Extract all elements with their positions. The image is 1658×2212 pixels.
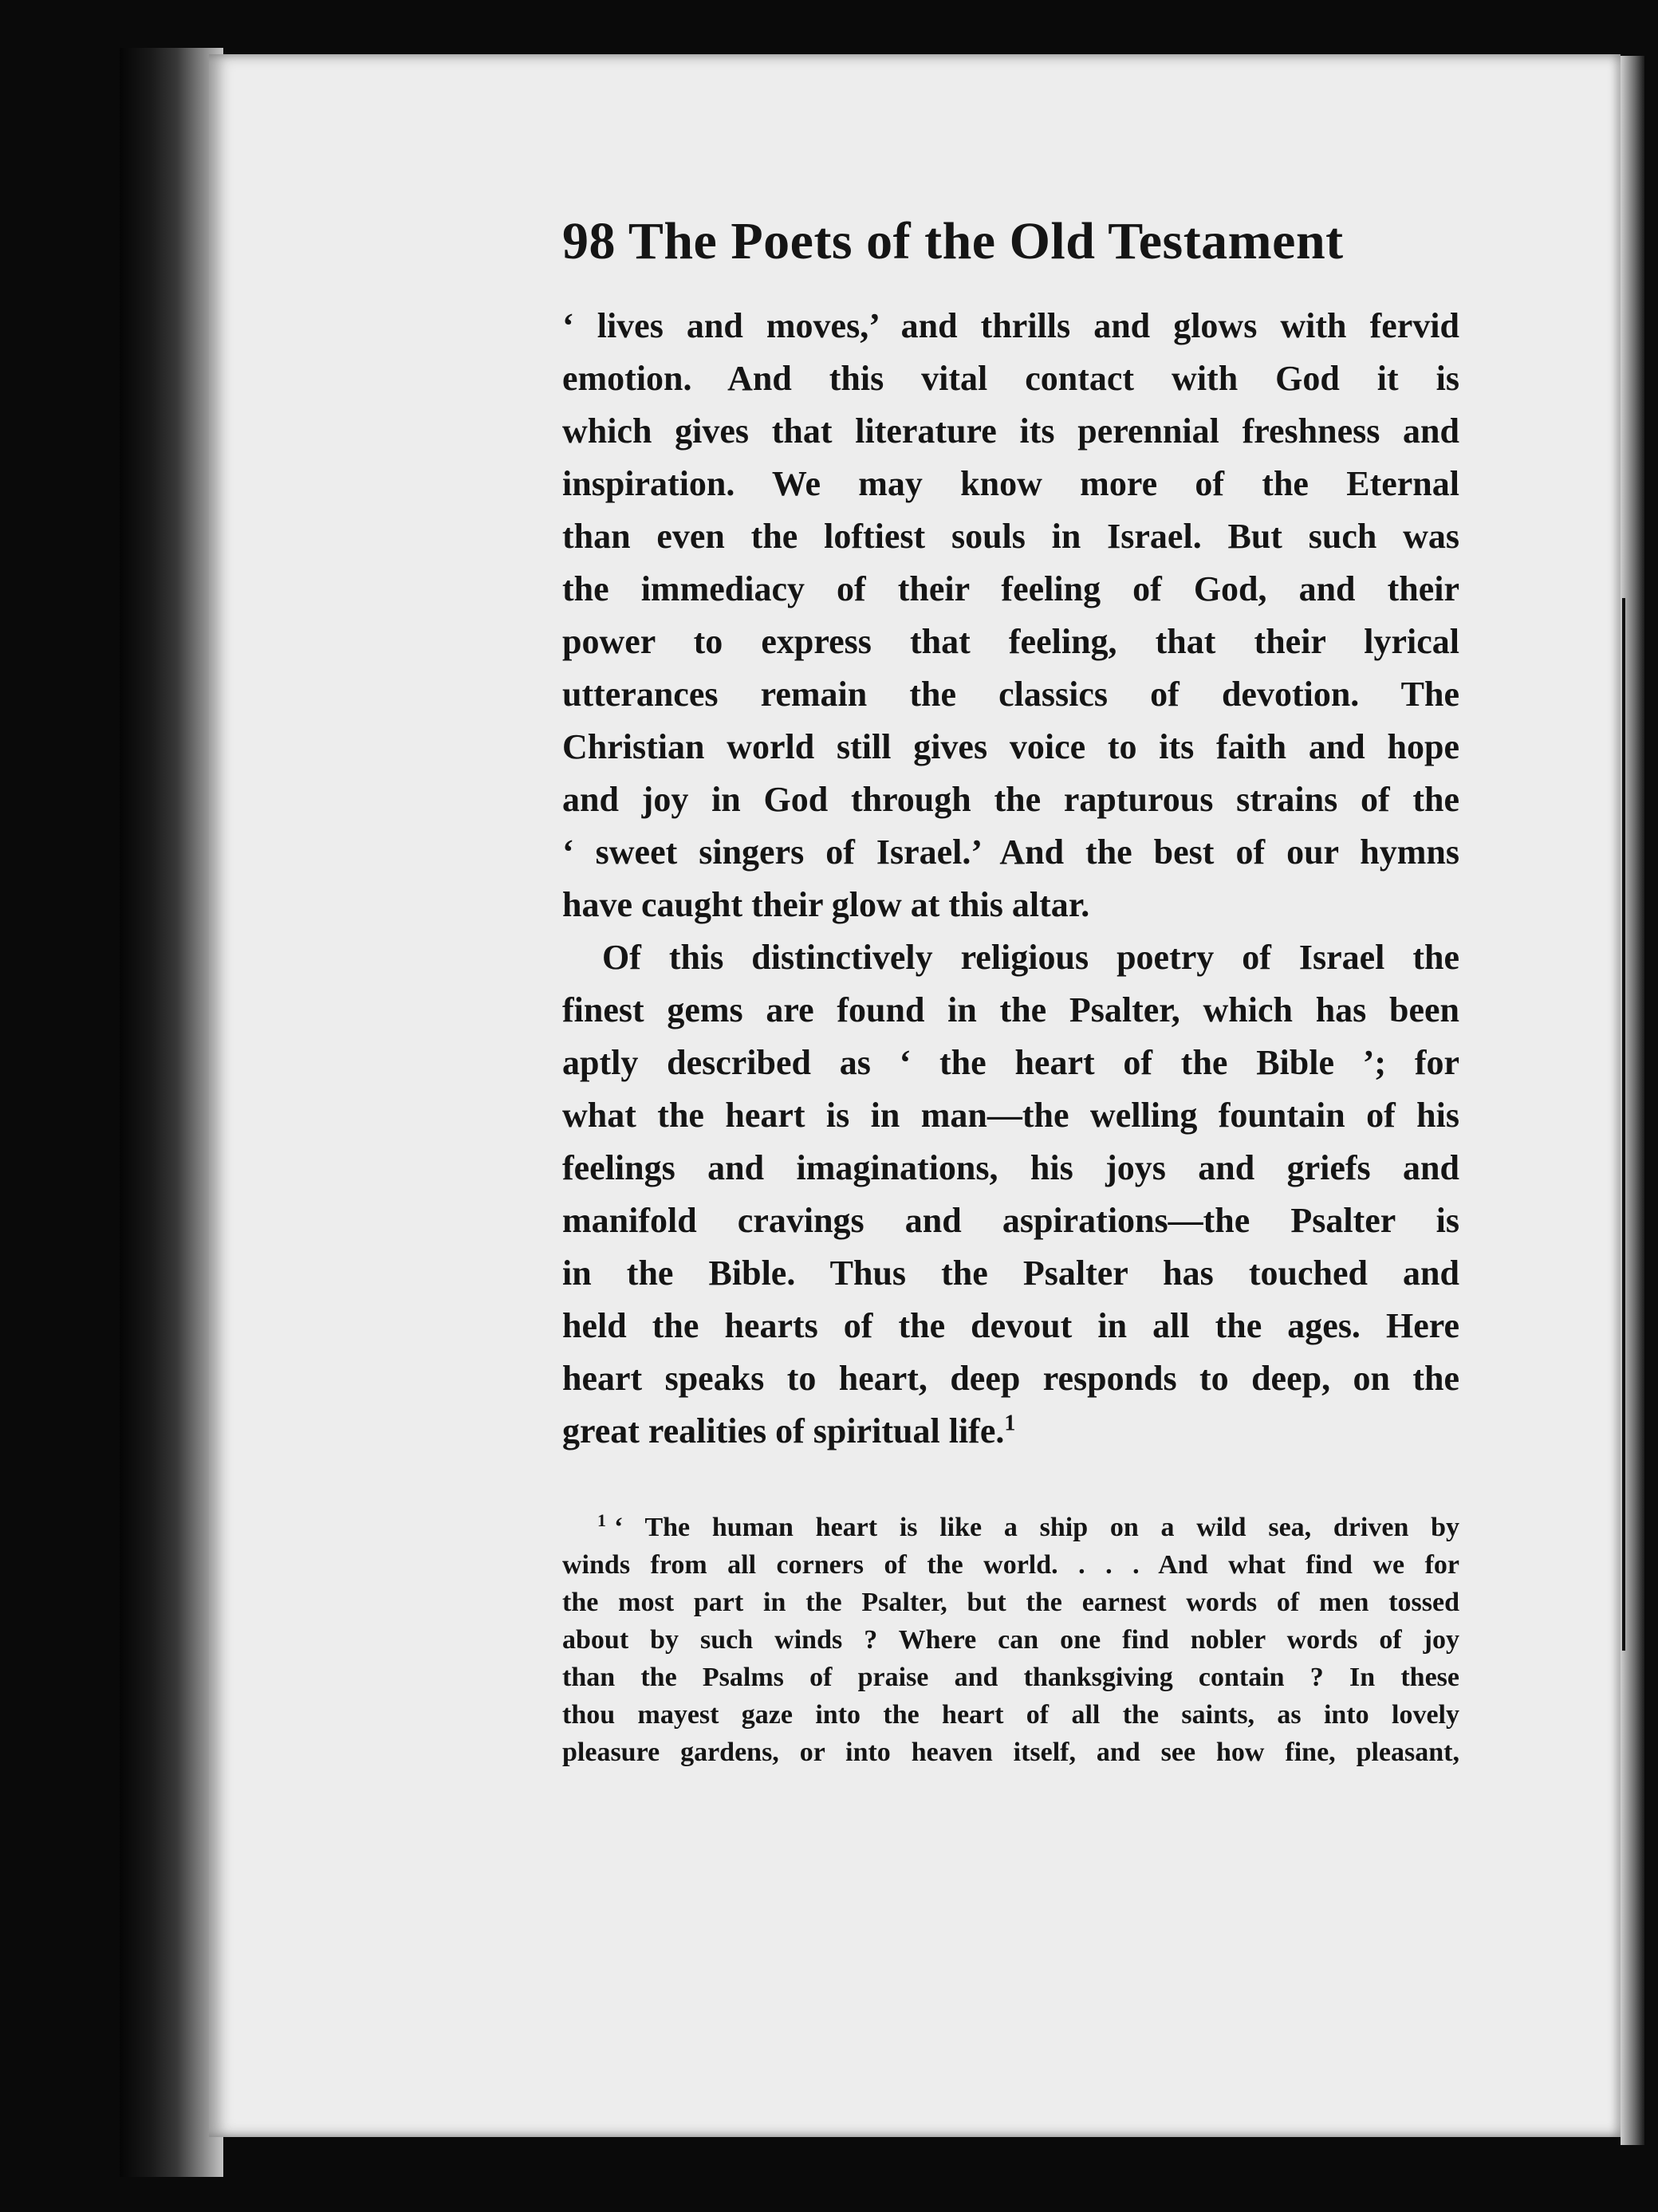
body-line: and joy in God through the rapturous strains of the <box>562 780 1459 819</box>
body-line: have caught their glow at this altar. <box>562 885 1090 924</box>
footnote-line: the most part in the Psalter, but the earnest words of men tossed <box>562 1588 1459 1617</box>
body-line-with-footnote-ref <box>562 1405 1459 1458</box>
footnote-line: than the Psalms of praise and thanksgiving contain ? In these <box>562 1663 1459 1692</box>
footnote-line: thou mayest gaze into the heart of all the saints, as into lovely <box>562 1700 1459 1730</box>
body-line: ‘ sweet singers of Israel.’ And the best of our hymns <box>562 832 1459 872</box>
footnote-line-text: ‘ The human heart is like a ship on a wild sea, driven by <box>614 1513 1459 1542</box>
body-line: the immediacy of their feeling of God, and their <box>562 569 1459 608</box>
footnote-line: pleasure gardens, or into heaven itself, and see how fine, pleasant, <box>562 1738 1459 1767</box>
body-line: power to express that feeling, that their lyrical <box>562 622 1459 661</box>
body-line: emotion. And this vital contact with God it is <box>562 359 1459 398</box>
body-line-text: great realities of spiritual life. <box>562 1411 1005 1450</box>
footnote-line: about by such winds ? Where can one find nobler words of joy <box>562 1625 1459 1655</box>
paragraph-1 <box>562 300 1459 931</box>
body-line: utterances remain the classics of devotion. The <box>562 675 1459 714</box>
body-line: what the heart is in man—the welling fountain of his <box>562 1096 1459 1135</box>
running-head <box>562 212 1459 270</box>
body-line: aptly described as ‘ the heart of the Bible ’; for <box>562 1043 1459 1082</box>
body-line: ‘ lives and moves,’ and thrills and glows with fervid <box>562 306 1459 345</box>
body-line: manifold cravings and aspirations—the Psalter is <box>562 1201 1459 1240</box>
body-line: finest gems are found in the Psalter, which has been <box>562 990 1459 1029</box>
page-text-block <box>562 212 1459 1771</box>
body-line: in the Bible. Thus the Psalter has touched and <box>562 1254 1459 1293</box>
body-line: heart speaks to heart, deep responds to deep, on the <box>562 1359 1459 1398</box>
footnote-section <box>562 1509 1459 1771</box>
footnote-reference: 1 <box>1004 1411 1016 1436</box>
footnote-line: winds from all corners of the world. . . . And what find we for <box>562 1550 1459 1580</box>
body-line: inspiration. We may know more of the Eternal <box>562 464 1459 503</box>
body-line: which gives that literature its perennial freshness and <box>562 411 1459 451</box>
body-line: Of this distinctively religious poetry of Israel the <box>602 938 1459 977</box>
body-line: than even the loftiest souls in Israel. But such was <box>562 517 1459 556</box>
paragraph-2 <box>562 931 1459 1458</box>
page-number: 98 <box>562 212 616 270</box>
body-line: feelings and imaginations, his joys and griefs and <box>562 1148 1459 1187</box>
body-line: Christian world still gives voice to its faith and hope <box>562 727 1459 766</box>
edge-shadow-line <box>1622 598 1625 1651</box>
footnote-marker: 1 <box>597 1509 606 1530</box>
page-right-edge <box>1621 56 1644 2145</box>
body-line: held the hearts of the devout in all the ages. Here <box>562 1306 1459 1345</box>
footnote-line <box>562 1509 1459 1546</box>
running-title: The Poets of the Old Testament <box>628 212 1344 270</box>
book-binding-edge <box>120 48 223 2177</box>
